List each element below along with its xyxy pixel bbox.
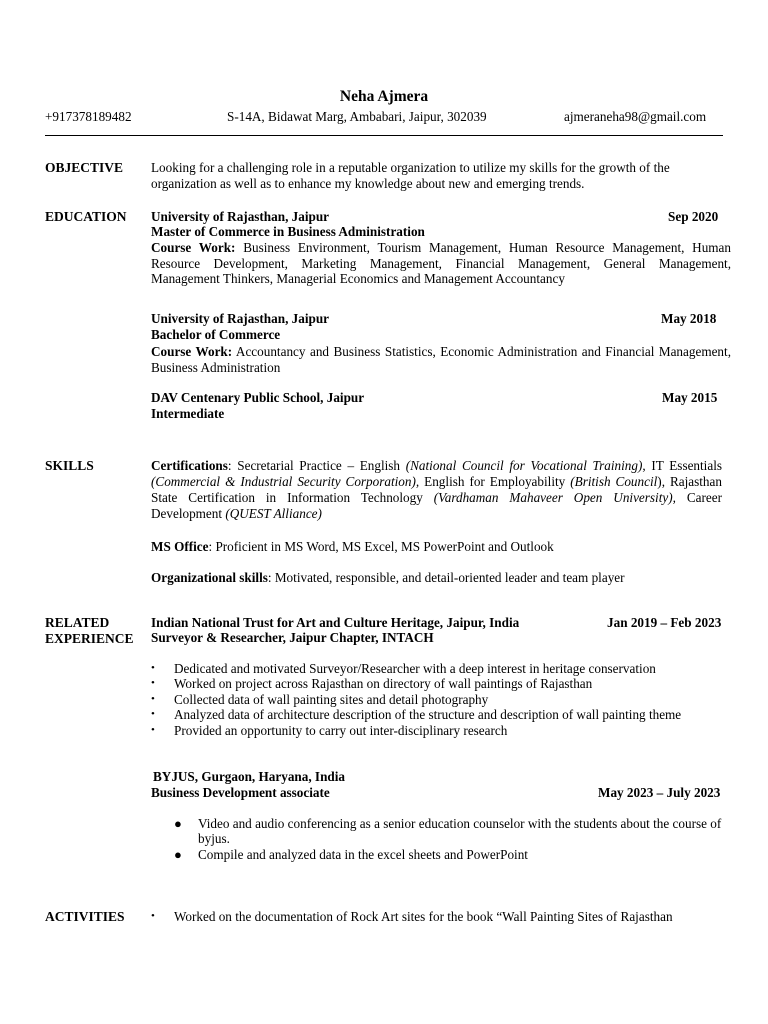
experience-heading-line: EXPERIENCE — [45, 631, 134, 646]
coursework-text: Accountancy and Business Statistics, Economic Administration and Financial Management, Business Administration — [151, 344, 731, 375]
certifications-label: Certifications — [151, 458, 228, 473]
resume-name: Neha Ajmera — [339, 88, 429, 105]
certifications-paragraph — [151, 458, 722, 522]
skills-heading: SKILLS — [45, 458, 94, 473]
job-bullet-list — [151, 661, 681, 738]
education-degree: Master of Commerce in Business Administration — [151, 224, 425, 239]
education-heading: EDUCATION — [45, 209, 127, 224]
ms-office-skill — [151, 539, 554, 555]
job-role: Surveyor & Researcher, Jaipur Chapter, INTACH — [151, 630, 434, 645]
bullet-icon: • — [151, 692, 155, 705]
ms-office-text: : Proficient in MS Word, MS Excel, MS PowerPoint and Outlook — [208, 539, 554, 554]
bullet-text: Compile and analyzed data in the excel sheets and PowerPoint — [198, 846, 528, 862]
org-skills-text: : Motivated, responsible, and detail-oriented leader and team player — [267, 570, 625, 585]
org-skills-label: Organizational skills — [151, 570, 268, 585]
education-coursework — [151, 344, 731, 375]
bullet-text: Dedicated and motivated Surveyor/Researcher with a deep interest in heritage conservation — [174, 661, 656, 676]
certification-text: : Secretarial Practice – English — [227, 458, 406, 473]
coursework-text: Business Environment, Tourism Management, Human Resource Management, Human Resource Development, Marketing Management, Financial Management, General Management, Management Thinkers, Managerial Economics and Management Accountancy — [151, 240, 731, 286]
list-item — [151, 707, 681, 722]
bullet-icon: ● — [174, 816, 182, 831]
certification-text: ), Rajasthan State Certification in Information Technology — [151, 474, 722, 505]
objective-text: Looking for a challenging role in a reputable organization to utilize my skills for the growth of the organization as well as to enhance my knowledge about new and emerging trends. — [151, 160, 670, 191]
education-degree: Bachelor of Commerce — [151, 327, 281, 342]
list-item — [174, 816, 734, 847]
certification-org: (Vardhaman Mahaveer Open University), — [433, 490, 676, 505]
coursework-label: Course Work: — [151, 344, 233, 359]
certification-text: English for Employability — [419, 474, 571, 489]
education-institution: DAV Centenary Public School, Jaipur — [151, 390, 365, 405]
bullet-icon: ● — [174, 846, 182, 862]
education-institution: University of Rajasthan, Jaipur — [151, 311, 330, 326]
bullet-text: Worked on the documentation of Rock Art sites for the book “Wall Painting Sites of Rajasthan — [174, 909, 673, 924]
experience-heading-line: RELATED — [45, 615, 110, 630]
certification-org: (QUEST Alliance) — [225, 506, 322, 521]
bullet-text: Provided an opportunity to carry out inter-disciplinary research — [174, 722, 508, 738]
bullet-text: Worked on project across Rajasthan on directory of wall paintings of Rajasthan — [174, 676, 593, 692]
education-date: Sep 2020 — [668, 209, 719, 224]
job-organization: Indian National Trust for Art and Culture Heritage, Jaipur, India — [151, 615, 520, 630]
bullet-icon: • — [151, 708, 155, 721]
job-bullet-list — [174, 816, 734, 862]
bullet-text: Analyzed data of architecture description of the structure and description of wall painting theme — [174, 707, 682, 723]
list-item — [151, 661, 681, 676]
certification-text: , IT Essentials — [642, 458, 723, 473]
address: S-14A, Bidawat Marg, Ambabari, Jaipur, 302039 — [227, 109, 487, 124]
job-date: May 2023 – July 2023 — [598, 785, 721, 800]
bullet-icon: • — [151, 910, 155, 922]
email-address: ajmeraneha98@gmail.com — [564, 109, 707, 124]
certification-org: (Commercial & Industrial Security Corporation), — [151, 474, 420, 489]
objective-heading: OBJECTIVE — [45, 160, 124, 175]
list-item — [174, 847, 734, 862]
bullet-icon: • — [151, 723, 155, 736]
experience-heading — [45, 615, 134, 647]
job-organization: BYJUS, Gurgaon, Haryana, India — [153, 769, 345, 784]
bullet-icon: • — [151, 662, 155, 674]
header-divider — [45, 135, 723, 136]
job-role: Business Development associate — [151, 785, 330, 800]
phone-number: +917378189482 — [45, 109, 132, 124]
list-item — [151, 723, 681, 738]
coursework-label: Course Work: — [151, 240, 236, 255]
activities-heading: ACTIVITIES — [45, 909, 125, 924]
ms-office-label: MS Office — [151, 539, 209, 554]
activities-bullet-list — [151, 909, 673, 924]
list-item — [151, 909, 673, 924]
list-item — [151, 676, 681, 691]
education-date: May 2015 — [662, 390, 718, 405]
education-degree: Intermediate — [151, 406, 225, 421]
certification-org: (British Council — [570, 474, 658, 489]
list-item — [151, 692, 681, 707]
bullet-icon: • — [151, 677, 155, 690]
organizational-skill — [151, 570, 625, 586]
certification-org: (National Council for Vocational Training) — [405, 458, 643, 473]
job-date: Jan 2019 – Feb 2023 — [607, 615, 722, 630]
education-date: May 2018 — [661, 311, 717, 326]
bullet-text: Collected data of wall painting sites and detail photography — [174, 691, 489, 707]
education-coursework — [151, 240, 731, 287]
education-institution: University of Rajasthan, Jaipur — [151, 209, 330, 224]
certification-text: Career Development — [151, 490, 723, 521]
bullet-text: Video and audio conferencing as a senior education counselor with the students about the course of byjus. — [198, 816, 722, 847]
